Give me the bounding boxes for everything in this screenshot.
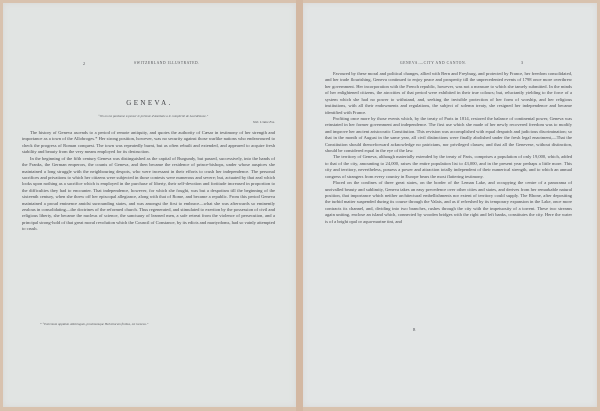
body-text xyxy=(22,130,275,233)
book-gutter xyxy=(296,0,303,411)
paragraph: The territory of Geneva, although materially extended by the treaty of Paris, comprises a population of only 19,000, which, added to that of the city, amounting to 24,000, raises the entire population list to 43,000, and in the present year perhaps a little more. This city and territory, nevertheless, possess a power and attraction totally independent of their numerical strength, and to which an annual congress of strangers from every country in Europe bears the most flattering testimony. xyxy=(325,154,572,179)
paragraph: Profiting once more by those events which, by the treaty of Paris in 1814, restored the balance of continental power, Geneva was reinstated in her former government and independence. The first use which she made of her newly recovered freedom was to modify and improve her ancient aristocratic Constitution. This revision was accomplished with equal despatch and judicious discrimination; so that in the month of August in the same year, all civil distinctions were finally abolished under the fresh legal enactment,—That the Constitution should thenceforward acknowledge no patricians, nor privileged classes; and that all the Genevese, without distinction, should be considered equal in the eye of the law. xyxy=(325,115,572,154)
left-page xyxy=(3,3,296,407)
running-head: GENEVA.—CITY AND CANTON. xyxy=(400,61,467,65)
signature-mark: B xyxy=(413,328,416,332)
page-number: 3 xyxy=(521,60,523,65)
body-text xyxy=(325,71,572,225)
running-head: SWITZERLAND ILLUSTRATED. xyxy=(134,61,200,65)
chapter-title: GENEVA. xyxy=(126,99,173,107)
paragraph: In the beginning of the fifth century Geneva was distinguished as the capital of Burgundy, but passed, successively, into the hands of the Franks, the German emperors, the counts of Geneva, and then became the residence of prince-bishops, under whose auspices she maintained a long struggle with the neighbouring despots, who were incessant in their efforts to crush her independence. The personal sacrifices and privations to which her citizens were subjected in those contests were numerous and severe; but, actuated by that zeal which looks upon nothing as a sacrifice which is employed in the purchase of liberty, their self-devotion and fortitude increased in proportion to the difficulties they had to encounter. That independence, however, for which she fought, was but a despotism till the beginning of the sixteenth century, when she threw off her episcopal allegiance, along with that of Rome, and became a republic. From this period Geneva maintained a proud eminence amidst surrounding states, and was amongst the first to embrace—what she was afterwards so eminently zealous in consolidating—the doctrines of the reformed church. Thus regenerated, and stimulated to exertion by the possession of civil and religious liberty, she became the nucleus of science, the sanctuary of learned men, a safe retreat from the violence of persecution, and a principal strong-hold of that great moral revolution which the Council of Constance, by its edicts and martyrdoms, had so vainly attempted to crush. xyxy=(22,155,275,232)
paragraph: The history of Geneva ascends to a period of remote antiquity, and quotes the authority of Cæsar in testimony of her strength and importance as a town of the Allobroges.* Her strong position, however, was no security against those warlike nations who endeavoured to check the progress of Roman conquest. The town was repeatedly burnt, but as often rebuilt and extended, and appeared to acquire fresh stability and beauty from the very means employed for its destruction. xyxy=(22,130,275,155)
right-page xyxy=(303,3,597,407)
epigraph-attribution: Volt. L'Ame Ess. xyxy=(252,120,275,124)
footnote: * “Extremum oppidum Allobrogum, proximumque Helvetiorum finibus, est Geneva.” xyxy=(40,322,149,326)
page-number: 2 xyxy=(83,61,85,66)
paragraph: Favoured by these moral and political changes, allied with Bern and Freyburg, and protected by France, her freedom consolidated, and her trade flourishing, Geneva continued to enjoy peace and prosperity till the unprecedented events of 1798 once more overthrew her government. Her incorporation with the French republic, however, was not a measure to which she tamely submitted. In the minds of her enlightened citizens, the atrocities of that period were exhibited in their true colours; but, reluctantly yielding to the force of a system which she had no power to withstand, and, seeking the invisible protection of her form of worship, and her religious institutions, with all their endowments and regulations, the subject of solemn treaty, she resigned her independence and became identified with France. xyxy=(325,71,572,115)
paragraph: Placed on the confines of three great states, on the border of the Leman Lake, and occupying the centre of a panorama of unrivalled beauty and sublimity, Geneva takes an easy precedence over other cities and states, and derives from her remarkable natural position, that importance which neither architectural embellishments nor extent of territory could supply. The Rhone, after depositing the turbid matter suspended during its course through the Valais, and as if refreshed by its temporary expansion in the Lake, once more contracts its channel, and, dividing into two branches, rushes through the city with the impetuosity of a torrent. These two streams again uniting, enclose an island which, connected by wooden bridges with the right and left banks, constitutes the city. Here the water is of a bright opal or aqua-marine tint, and xyxy=(325,180,572,224)
epigraph: “Oh on me pardonne à penser le prétexte d'Annibale a le complicité de Lacédémone.” xyxy=(98,114,209,118)
